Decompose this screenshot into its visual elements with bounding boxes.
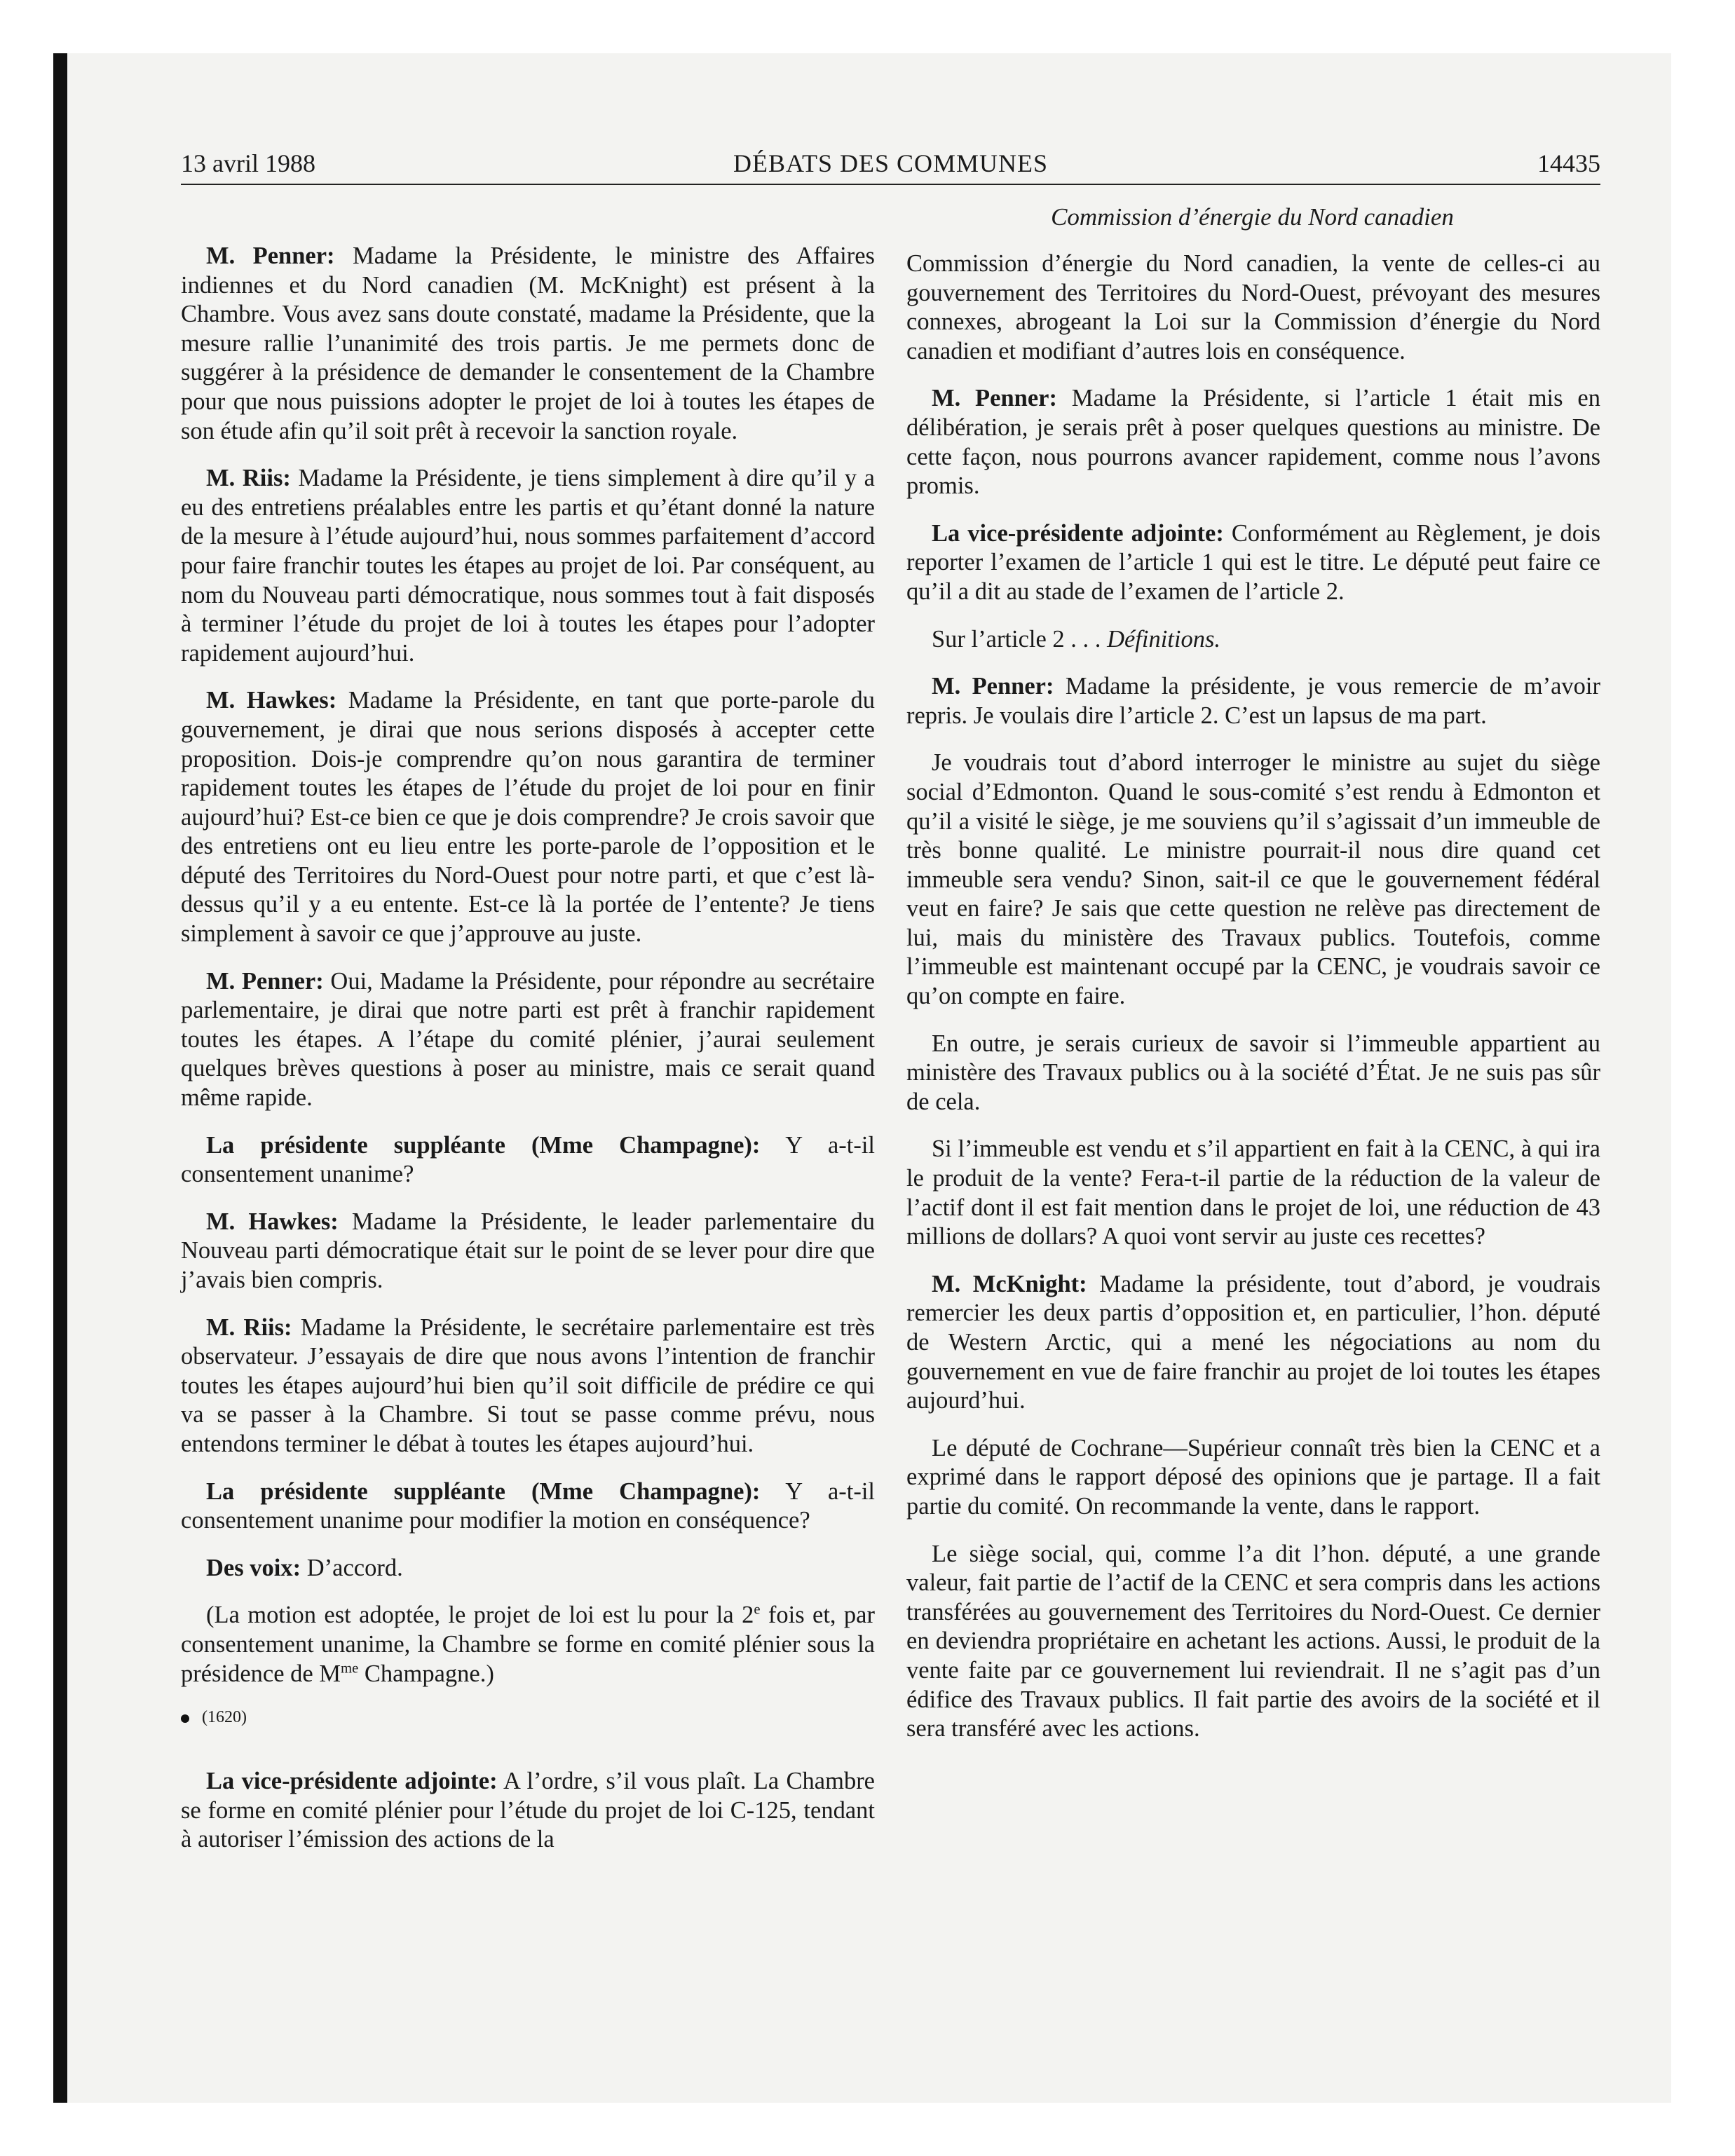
paragraph-text: Madame la Présidente, le secrétaire parlementaire est très observateur. J’essayais de dire que nous avons l’intention de franchir toutes les étapes aujourd’hui bien qu’il soit difficile de prédire ce qui va se passer à la Chambre. Si tout se passe comme prévu, nous entendons terminer le débat à toutes les étapes aujourd’hui. [181,1314,875,1457]
continuation-paragraph: Commission d’énergie du Nord canadien, la vente de celles-ci au gouvernement des Territoires du Nord-Ouest, prévoyant des mesures connexes, abrogeant la Loi sur la Commission d’énergie du Nord canadien et modifiant d’autres lois en conséquence. [906,250,1600,364]
paragraph-text: Si l’immeuble est vendu et s’il appartient en fait à la CENC, à qui ira le produit de la vente? Fera-t-il partie de la réduction de la valeur de l’actif dont il est fait mention dans le projet de loi, une réduction de 43 millions de dollars? A quoi vont servir au juste ces recettes? [906,1135,1600,1250]
paragraph [181,1767,875,1855]
speaker-name: M. Penner: [206,967,324,995]
paragraph-text: Oui, Madame la Présidente, pour répondre au secrétaire parlementaire, je dirai que notre parti est prêt à franchir rapidement toutes les étapes. A l’étape du comité plénier, j’aurai seulement quelques brèves questions à poser au ministre, mais ce serait quand même rapide. [181,967,875,1112]
paragraph [181,686,875,948]
header-date: 13 avril 1988 [181,149,315,177]
paragraph [181,1478,875,1536]
paragraph-text: Madame la présidente, je vous remercie de m’avoir repris. Je voulais dire l’article 2. C’est un lapsus de ma part. [906,673,1600,729]
speaker-name: La présidente suppléante (Mme Champagne): [206,1478,761,1505]
paragraph-text: En outre, je serais curieux de savoir si l’immeuble appartient au ministère des Travaux publics ou à la société d’État. Je ne suis pas sûr de cela. [906,1030,1600,1115]
speaker-name: M. Riis: [206,465,291,492]
paragraph-text: Le député de Cochrane—Supérieur connaît très bien la CENC et a exprimé dans le rapport déposé des opinions que je partage. Il a fait partie du comité. On recommande la vente, dans le rapport. [906,1434,1600,1520]
speaker-name: M. Riis: [206,1314,292,1341]
speaker-name: Des voix: [206,1554,301,1581]
paragraph-text: A l’ordre, s’il vous plaît. La Chambre se forme en comité plénier pour l’étude du projet de loi C-125, tendant à autoriser l’émission des actions de la [181,1768,875,1853]
speaker-name: M. McKnight: [932,1270,1087,1297]
running-head: Commission d’énergie du Nord canadien [1051,203,1454,231]
paragraph-text: Conformément au Règlement, je dois reporter l’examen de l’article 1 qui est le titre. Le député peut faire ce qu’il a dit au stade de l’examen de l’article 2. [906,519,1601,605]
paragraph [906,1270,1600,1416]
paragraph [906,672,1600,730]
paragraph [181,1131,875,1189]
paragraph-text: Madame la Présidente, si l’article 1 était mis en délibération, je serais prêt à poser quelques questions au ministre. De cette façon, nous pourrons avancer rapidement, comme nous l’avons promis. [906,385,1600,500]
paragraph [906,1540,1600,1744]
paragraph-text: Madame la Présidente, je tiens simplement à dire qu’il y a eu des entretiens préalables entre les partis et qu’étant donné la nature de la mesure à l’étude aujourd’hui, nous sommes parfaitement d’accord pour faire franchir toutes les étapes au projet de loi. Par conséquent, au nom du Nouveau parti démocratique, nous sommes tout à fait disposés à terminer l’étude du projet de loi à toutes les étapes pour l’adopter rapidement aujourd’hui. [181,465,875,667]
header-page-number: 14435 [1537,149,1600,177]
header-rule [181,184,1600,185]
speaker-name: La présidente suppléante (Mme Champagne): [206,1131,761,1159]
paragraph [906,1434,1600,1522]
speaker-name: M. Penner: [932,673,1054,700]
speaker-name: La vice-présidente adjointe: [932,519,1224,547]
paragraph-text: Madame la Présidente, le ministre des Affaires indiennes et du Nord canadien (M. McKnight) est présent à la Chambre. Vous avez sans doute constaté, madame la Présidente, que la mesure rallie l’unanimité des trois partis. Je me permets donc de suggérer à la présidence de demander le consentement de la Chambre pour que nous puissions adopter le projet de loi à toutes les étapes de son étude afin qu’il soit prêt à recevoir la sanction royale. [181,243,875,444]
paragraph [906,1135,1600,1251]
page-header [181,149,1600,188]
speaker-name: M. Hawkes: [206,687,337,714]
paragraph-text: D’accord. [301,1554,403,1581]
paragraph [181,1314,875,1459]
paragraph [181,1208,875,1295]
article-line: Sur l’article 2 . . . Définitions. [932,625,1221,653]
paragraph [181,464,875,668]
paragraph-text: Madame la Présidente, en tant que porte-parole du gouvernement, je dirai que nous serions disposés à accepter cette proposition. Dois-je comprendre qu’on nous garantira de terminer rapidement toutes les étapes de l’étude du projet de loi pour en finir aujourd’hui? Est-ce bien ce que je dois comprendre? Je crois savoir que des entretiens ont eu lieu entre les porte-parole de l’opposition et le député des Territoires du Nord-Ouest pour notre parti, et que c’est là-dessus qu’il y a eu entente. Est-ce là la portée de l’entente? Je tiens simplement à savoir ce que j’approuve au juste. [181,687,876,948]
paragraph [906,519,1600,607]
paragraph-text: Y a-t-il consentement unanime? [181,1131,875,1188]
speaker-name: M. Hawkes: [206,1208,339,1235]
left-column [181,242,875,1873]
paragraph-text: Je voudrais tout d’abord interroger le ministre au sujet du siège social d’Edmonton. Quand le sous-comité s’est rendu à Edmonton et qu’il a visité le siège, je me souviens qu’il s’agissait d’un immeuble de très bonne qualité. Le ministre pourrait-il nous dire quand cet immeuble sera vendu? Sinon, sait-il ce que le gouvernement fédéral veut en faire? Je sais que cette question ne relève pas directement de lui, mais du ministère des Travaux publics. Toutefois, comme l’immeuble est maintenant occupé par la CENC, je voudrais savoir ce qu’on compte en faire. [906,749,1600,1010]
motion-paragraph: (La motion est adoptée, le projet de loi est lu pour la 2e fois et, par consentement unanime, la Chambre se forme en comité plénier sous la présidence de $M^{me}$ Champagne.) [181,1602,875,1687]
time-marker: (1620) [181,1707,875,1728]
right-column [906,250,1600,1762]
speaker-name: La vice-présidente adjointe: [206,1768,498,1795]
paragraph [906,384,1600,500]
speaker-name: M. Penner: [206,243,335,269]
paragraph-text: Le siège social, qui, comme l’a dit l’hon. député, a une grande valeur, fait partie de l’actif de la CENC et sera compris dans les actions transférées au gouvernement des Territoires du Nord-Ouest. Ce dernier en deviendra propriétaire en achetant les actions. Aussi, le produit de la vente faite par ce gouvernement lui reviendrait. Il ne s’agit pas d’un édifice des Travaux publics. Il fait partie des avoirs de la société et il sera transféré avec les actions. [906,1540,1600,1742]
speaker-name: M. Penner: [932,385,1057,412]
paragraph [906,1030,1600,1117]
bullet-icon [181,1714,189,1723]
header-title: DÉBATS DES COMMUNES [733,149,1049,177]
paragraph [181,1554,875,1583]
scan-binding-edge [53,53,67,2103]
paragraph [181,242,875,446]
paragraph-text: Madame la Présidente, le leader parlementaire du Nouveau parti démocratique était sur le point de se lever pour dire que j’avais bien compris. [181,1208,875,1293]
paragraph-text: Madame la présidente, tout d’abord, je voudrais remercier les deux partis d’opposition et, en particulier, l’hon. député de Western Arctic, qui a mené les négociations au nom du gouvernement en vue de faire franchir au projet de loi toutes les étapes aujourd’hui. [906,1270,1600,1414]
paragraph-text: Y a-t-il consentement unanime pour modifier la motion en conséquence? [181,1478,875,1534]
paragraph [181,967,875,1113]
paragraph [906,749,1600,1011]
